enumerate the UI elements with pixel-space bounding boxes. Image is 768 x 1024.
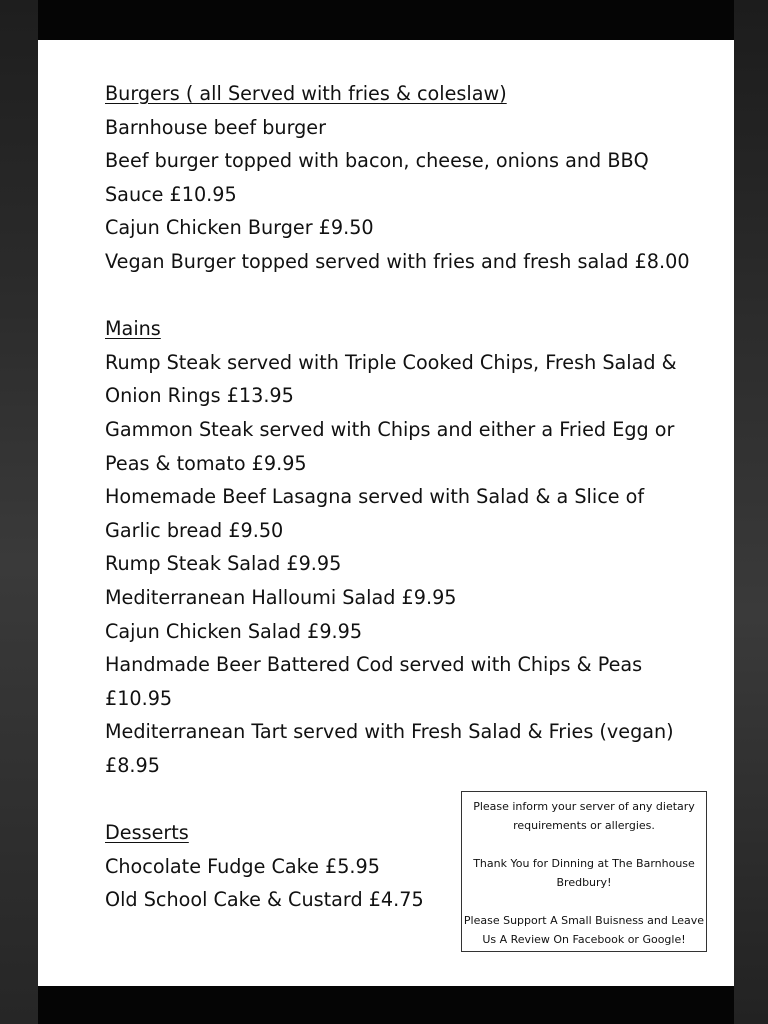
background-right <box>734 0 768 1024</box>
mains-line: £8.95 <box>105 753 160 777</box>
desserts-line: Old School Cake & Custard £4.75 <box>105 888 424 912</box>
mains-line: Rump Steak served with Triple Cooked Chips, Fresh Salad & <box>105 350 677 374</box>
notice-line: requirements or allergies. <box>513 819 655 832</box>
notice-box <box>461 791 707 952</box>
notice-line: Bredbury! <box>556 876 612 889</box>
background-bottom <box>0 986 768 1024</box>
burgers-line: Beef burger topped with bacon, cheese, onions and BBQ <box>105 149 649 173</box>
burgers-line: Cajun Chicken Burger £9.50 <box>105 216 374 240</box>
mains-line: Mediterranean Tart served with Fresh Salad & Fries (vegan) <box>105 720 674 744</box>
mains-line: £10.95 <box>105 686 173 710</box>
burgers-heading: Burgers ( all Served with fries & coleslaw) <box>105 82 507 105</box>
section-gap <box>105 279 705 313</box>
mains-line: Cajun Chicken Salad £9.95 <box>105 619 363 643</box>
mains-line: Homemade Beef Lasagna served with Salad & a Slice of <box>105 485 645 509</box>
notice-line: Please Support A Small Buisness and Leave <box>463 914 705 927</box>
mains-line: Gammon Steak served with Chips and either a Fried Egg or <box>105 417 675 441</box>
burgers-line: Vegan Burger topped served with fries and fresh salad £8.00 <box>105 249 690 273</box>
background-top <box>0 0 768 40</box>
desserts-heading: Desserts <box>105 821 189 845</box>
background-left <box>0 0 38 1024</box>
mains-line: Mediterranean Halloumi Salad £9.95 <box>105 585 457 609</box>
mains-line: Handmade Beer Battered Cod served with Chips & Peas <box>105 653 643 677</box>
notice-line: Us A Review On Facebook or Google! <box>482 933 686 946</box>
mains-line: Garlic bread £9.50 <box>105 518 284 542</box>
desserts-line: Chocolate Fudge Cake £5.95 <box>105 854 380 878</box>
burgers-line: Sauce £10.95 <box>105 182 237 206</box>
notice-line: Thank You for Dinning at The Barnhouse <box>473 857 695 870</box>
notice-line: Please inform your server of any dietary <box>473 800 695 813</box>
mains-line: Onion Rings £13.95 <box>105 384 294 408</box>
mains-line: Peas & tomato £9.95 <box>105 451 307 475</box>
mains-heading: Mains <box>105 317 161 341</box>
menu-page <box>38 40 734 986</box>
burgers-line: Barnhouse beef burger <box>105 115 327 139</box>
mains-line: Rump Steak Salad £9.95 <box>105 552 342 576</box>
